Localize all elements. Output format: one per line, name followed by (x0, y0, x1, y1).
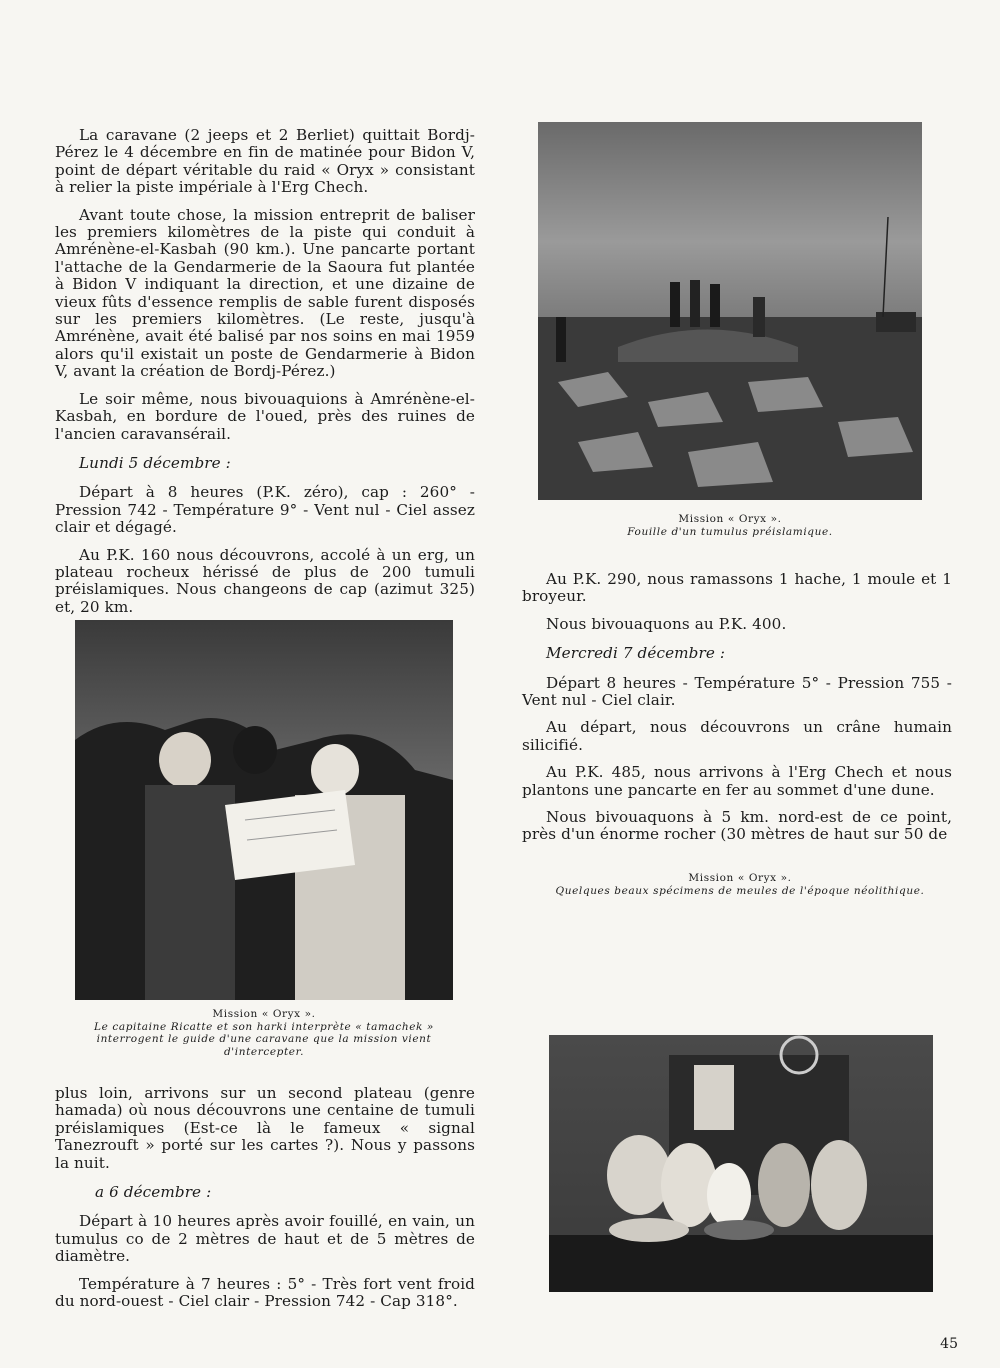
paragraph: Température à 7 heures : 5° - Très fort vent froid du nord-ouest - Ciel clair - Pression 742 - Cap 318°. (55, 1274, 475, 1311)
day-heading: Mercredi 7 décembre : (546, 644, 726, 663)
day-heading: Lundi 5 décembre : (79, 453, 231, 472)
photo-caption-right-top (538, 513, 922, 538)
page-number: 45 (940, 1336, 958, 1352)
caption-title: Mission « Oryx ». (212, 1008, 316, 1020)
paragraph: Au P.K. 290, nous ramassons 1 hache, 1 moule et 1 broyeur. (522, 570, 952, 606)
paragraph: Nous bivouaquons à 5 km. nord-est de ce point, près d'un énorme rocher (30 mètres de haut sur 50 de (522, 808, 952, 844)
paragraph: Au P.K. 160 nous découvrons, accolé à un erg, un plateau rocheux hérissé de plus de 200 tumuli préislamiques. Nous changeons de cap (azimut 325) et, 20 km. (55, 545, 475, 616)
caption-title: Mission « Oryx ». (688, 872, 792, 884)
left-column-bottom (55, 1085, 475, 1320)
photo-tumulus-excavation (538, 122, 922, 500)
paragraph: La caravane (2 jeeps et 2 Berliet) quittait Bordj-Pérez le 4 décembre en fin de matinée pour Bidon V, point de départ véritable du raid « Oryx » consistant à relier la piste impériale à l'Erg Chech. (55, 126, 475, 197)
left-column-top (55, 127, 475, 626)
paragraph: Départ 8 heures - Température 5° - Pression 755 - Vent nul - Ciel clair. (522, 673, 952, 710)
caption-text: Fouille d'un tumulus préislamique. (627, 525, 833, 538)
paragraph: Au départ, nous découvrons un crâne humain silicifié. (522, 718, 952, 754)
photo-caption-right-bottom (520, 872, 960, 897)
day-heading: a 6 décembre : (95, 1183, 212, 1202)
caption-text: Quelques beaux spécimens de meules de l'époque néolithique. (555, 884, 925, 897)
paragraph: Avant toute chose, la mission entreprit de baliser les premiers kilomètres de la piste qui conduit à Amrénène-el-Kasbah (90 km.). Une pancarte portant l'attache de la Gendarmerie de la Saoura fut plantée à Bidon V indiquant la direction, et une dizaine de vieux fûts d'essence remplis de sable furent disposés sur les premiers kilomètres. (Le reste, jusqu'à Amrénène, avait été balisé par nos soins en mai 1959 alors qu'il existait un poste de Gendarmerie à Bidon V, avant la création de Bordj-Pérez.) (55, 205, 475, 381)
photo-neolithic-millstones (549, 1035, 933, 1292)
caption-title: Mission « Oryx ». (678, 513, 782, 525)
caption-text: Le capitaine Ricatte et son harki interprète « tamachek » interrogent le guide d'une caravane que la mission vient d'intercepter. (94, 1020, 434, 1058)
paragraph: Au P.K. 485, nous arrivons à l'Erg Chech et nous plantons une pancarte en fer au sommet d'une dune. (522, 763, 952, 799)
paragraph: Départ à 10 heures après avoir fouillé, en vain, un tumulus co de 2 mètres de haut et de 5 mètres de diamètre. (55, 1212, 475, 1266)
paragraph: Le soir même, nous bivouaquions à Amrénène-el-Kasbah, en bordure de l'oued, près des ruines de l'ancien caravansérail. (55, 389, 475, 443)
paragraph: plus loin, arrivons sur un second plateau (genre hamada) où nous découvrons une centaine de tumuli préislamiques (Est-ce là le fameux « signal Tanezrouft » porté sur les cartes ?). Nous y passons la nuit. (55, 1084, 475, 1172)
photo-caption-left (70, 1008, 458, 1058)
right-column (522, 571, 952, 854)
paragraph: Départ à 8 heures (P.K. zéro), cap : 260° - Pression 742 - Température 9° - Vent nul - Ciel assez clair et dégagé. (55, 483, 475, 537)
paragraph: Nous bivouaquons au P.K. 400. (546, 614, 787, 633)
photo-caravan-interrogation (75, 620, 453, 1000)
